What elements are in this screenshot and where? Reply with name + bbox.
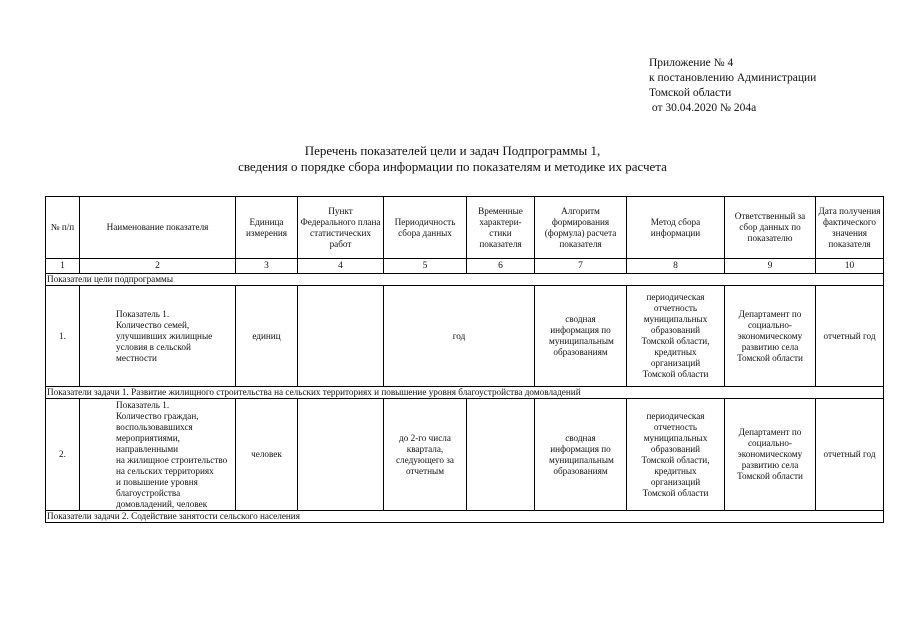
row-number: 1.	[46, 286, 80, 387]
header-cell-date: Дата получения фактического значения показателя	[816, 197, 884, 259]
row-number: 2.	[46, 399, 80, 511]
appendix-header	[649, 56, 816, 116]
title-line-1: Перечень показателей цели и задач Подпрограммы 1,	[304, 143, 601, 158]
indicator-time	[467, 399, 535, 511]
header-cell-resp: Ответственный за сбор данных по показателю	[725, 197, 816, 259]
indicator-method: периодическая отчетность муниципальных образований Томской области, кредитных организаций Томской области	[627, 286, 725, 387]
column-number: 1	[46, 259, 80, 274]
table-row	[46, 286, 884, 387]
appendix-line-4: от 30.04.2020 № 204а	[649, 102, 757, 114]
indicator-unit: единиц	[236, 286, 298, 387]
column-number: 9	[725, 259, 816, 274]
header-cell-period: Периодичность сбора данных	[384, 197, 467, 259]
column-number: 3	[236, 259, 298, 274]
table-header-row	[46, 197, 884, 259]
indicator-responsible: Департамент по социально-экономическому развитию села Томской области	[725, 286, 816, 387]
indicator-date: отчетный год	[816, 399, 884, 511]
header-cell-time: Временные характери-стики показателя	[467, 197, 535, 259]
column-number: 10	[816, 259, 884, 274]
header-cell-unit: Единица измерения	[236, 197, 298, 259]
indicator-plan	[298, 399, 384, 511]
header-cell-method: Метод сбора информации	[627, 197, 725, 259]
column-number: 6	[467, 259, 535, 274]
indicator-responsible: Департамент по социально-экономическому развитию села Томской области	[725, 399, 816, 511]
column-number: 2	[80, 259, 236, 274]
indicator-algorithm: сводная информация по муниципальным образованиям	[535, 286, 627, 387]
column-number: 7	[535, 259, 627, 274]
indicator-name: Показатель 1. Количество семей, улучшивших жилищные условия в сельской местности	[80, 286, 236, 387]
header-cell-plan: Пункт Федерального плана статистических работ	[298, 197, 384, 259]
header-cell-algo: Алгоритм формирования (формула) расчета показателя	[535, 197, 627, 259]
section-row-task-1	[46, 387, 884, 399]
appendix-line-3: Томской области	[649, 87, 732, 99]
header-cell-name: Наименование показателя	[80, 197, 236, 259]
indicator-period: до 2-го числа квартала, следующего за отчетным	[384, 399, 467, 511]
column-numbers-row	[46, 259, 884, 274]
appendix-line-2: к постановлению Администрации	[649, 72, 817, 84]
indicators-table	[45, 196, 884, 523]
indicator-date: отчетный год	[816, 286, 884, 387]
indicator-plan	[298, 286, 384, 387]
document-title	[0, 143, 905, 175]
section-title-goal: Показатели цели подпрограммы	[46, 274, 884, 286]
indicator-method: периодическая отчетность муниципальных образований Томской области, кредитных организаций Томской области	[627, 399, 725, 511]
section-title-task-1: Показатели задачи 1. Развитие жилищного строительства на сельских территориях и повышение уровня благоустройства домовладений	[46, 387, 884, 399]
section-title-task-2: Показатели задачи 2. Содействие занятости сельского населения	[46, 511, 884, 523]
indicator-algorithm: сводная информация по муниципальным образованиям	[535, 399, 627, 511]
table-row	[46, 399, 884, 511]
indicator-unit: человек	[236, 399, 298, 511]
section-row-task-2	[46, 511, 884, 523]
title-line-2: сведения о порядке сбора информации по показателям и методике их расчета	[238, 159, 667, 174]
column-number: 8	[627, 259, 725, 274]
column-number: 5	[384, 259, 467, 274]
column-number: 4	[298, 259, 384, 274]
header-cell-num: № п/п	[46, 197, 80, 259]
section-row-goal	[46, 274, 884, 286]
appendix-line-1: Приложение № 4	[649, 57, 734, 69]
indicator-period: год	[384, 286, 535, 387]
indicator-name: Показатель 1. Количество граждан, воспользовавшихся мероприятиями, направленными на жилищное строительство на сельских территориях и повышение уровня благоустройства домовладений, человек	[80, 399, 236, 511]
